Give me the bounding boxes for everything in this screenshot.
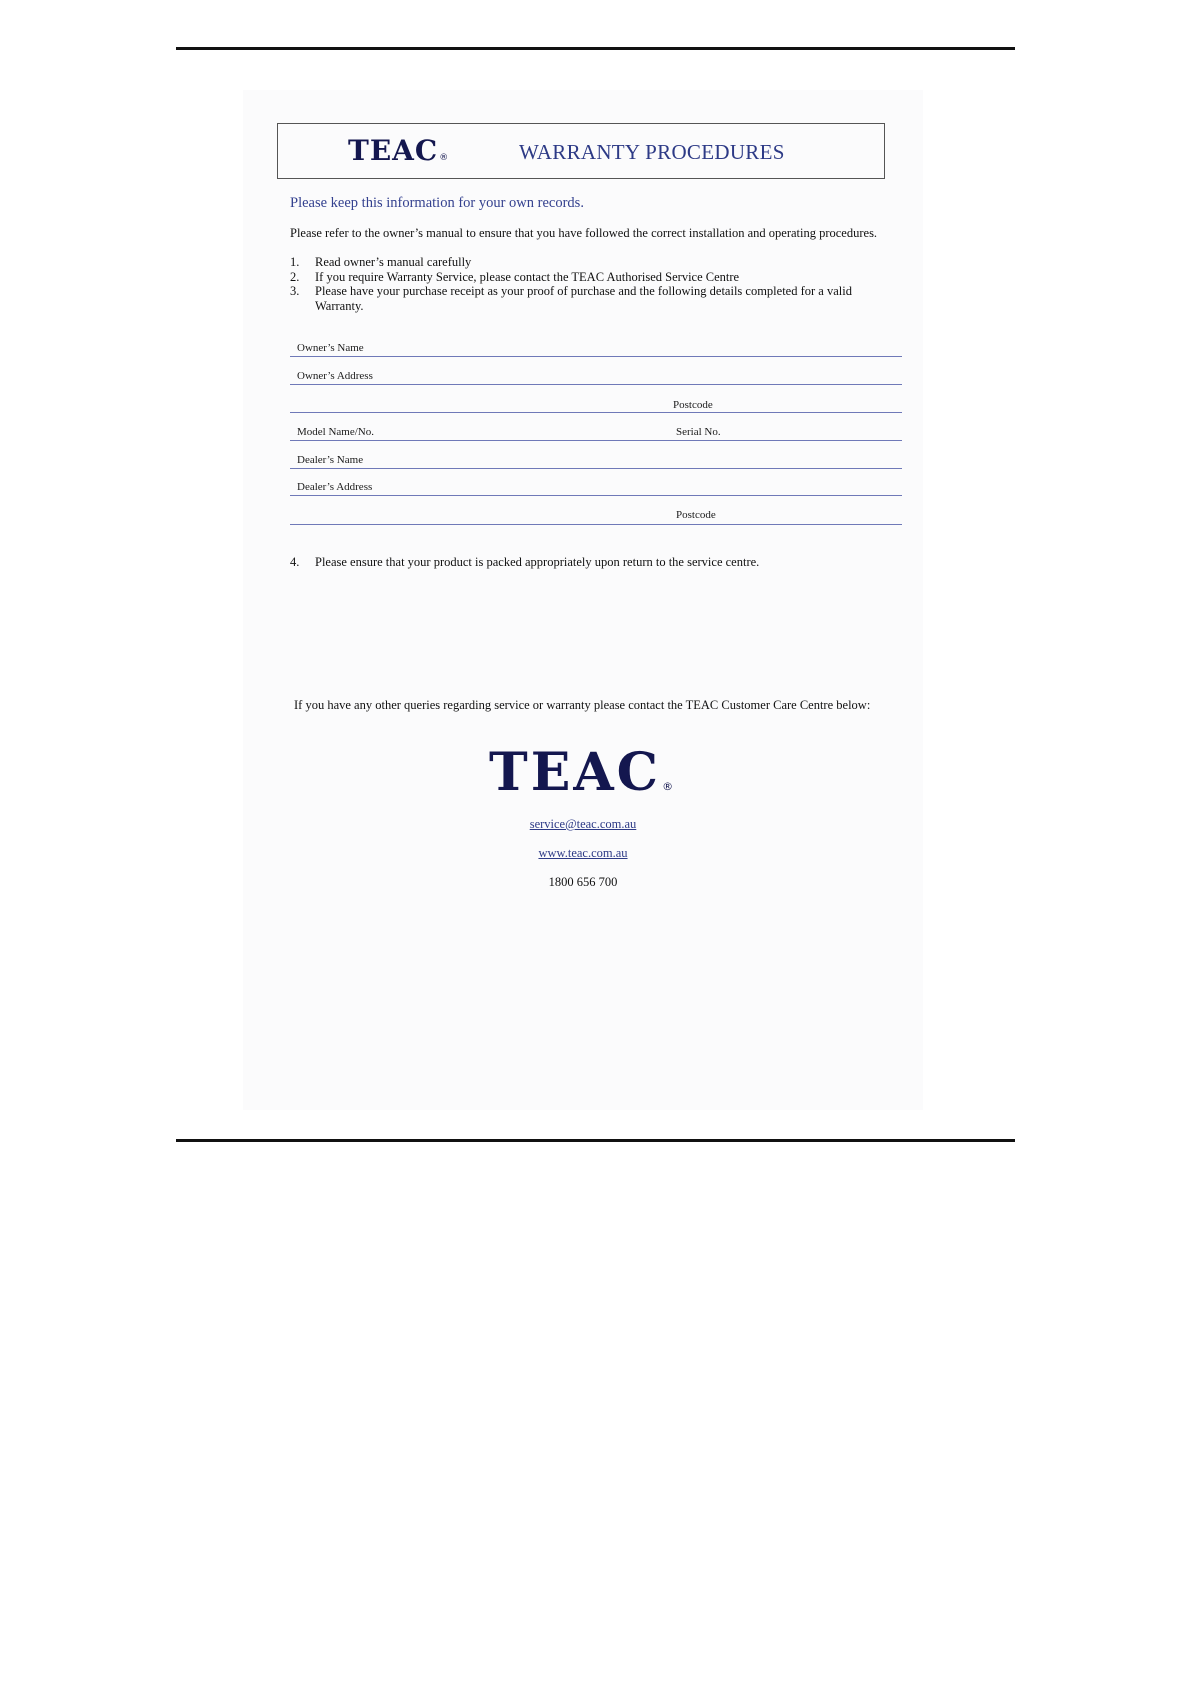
- step-item: [290, 284, 890, 313]
- step-item: [290, 270, 890, 285]
- teac-logo-large: TEAC®: [489, 742, 677, 803]
- warranty-sheet: [243, 90, 923, 1110]
- top-rule: [176, 47, 1015, 50]
- phone-number: 1800 656 700: [548, 875, 618, 889]
- email-link[interactable]: service@teac.com.au: [529, 817, 637, 831]
- owners-address-field[interactable]: [290, 384, 902, 385]
- postcode-label: Postcode: [673, 399, 713, 411]
- steps-list: [290, 255, 890, 313]
- model-label: Model Name/No.: [297, 426, 374, 438]
- step-number: 1.: [290, 255, 300, 269]
- step-item: [290, 555, 759, 570]
- header-box: [277, 123, 885, 179]
- postcode-label: Postcode: [676, 509, 716, 521]
- dealers-address-field[interactable]: [290, 495, 902, 496]
- step-number: 2.: [290, 269, 300, 284]
- refer-manual-note: Please refer to the owner’s manual to ensure that you have followed the correct installation and operating procedures.: [290, 226, 878, 240]
- step-number: 4.: [290, 555, 300, 569]
- dealers-address-label: Dealer’s Address: [297, 481, 373, 493]
- dealers-name-label: Dealer’s Name: [297, 454, 364, 466]
- bottom-rule: [176, 1139, 1015, 1142]
- queries-note: If you have any other queries regarding service or warranty please contact the TEAC Customer Care Centre below:: [294, 698, 871, 712]
- serial-label: Serial No.: [676, 426, 721, 438]
- step-text: Please ensure that your product is packed appropriately upon return to the service centre.: [315, 555, 760, 569]
- step-text: If you require Warranty Service, please contact the TEAC Authorised Service Centre: [315, 269, 740, 284]
- website-link[interactable]: www.teac.com.au: [538, 846, 628, 860]
- dealers-postcode-field[interactable]: [290, 524, 902, 525]
- keep-records-note: Please keep this information for your own records.: [290, 195, 584, 211]
- teac-logo: TEAC®: [348, 134, 450, 167]
- step-text: Please have your purchase receipt as your proof of purchase and the following details completed for a valid Warranty.: [315, 284, 852, 313]
- page-title: WARRANTY PROCEDURES: [519, 140, 785, 164]
- owners-postcode-field[interactable]: [290, 412, 902, 413]
- model-serial-field[interactable]: [290, 440, 902, 441]
- dealers-name-field[interactable]: [290, 468, 902, 469]
- step-number: 3.: [290, 284, 300, 298]
- owners-name-field[interactable]: [290, 356, 902, 357]
- step-item: [290, 255, 890, 270]
- owners-address-label: Owner’s Address: [297, 370, 373, 382]
- step-text: Read owner’s manual carefully: [315, 255, 472, 269]
- owners-name-label: Owner’s Name: [297, 342, 364, 354]
